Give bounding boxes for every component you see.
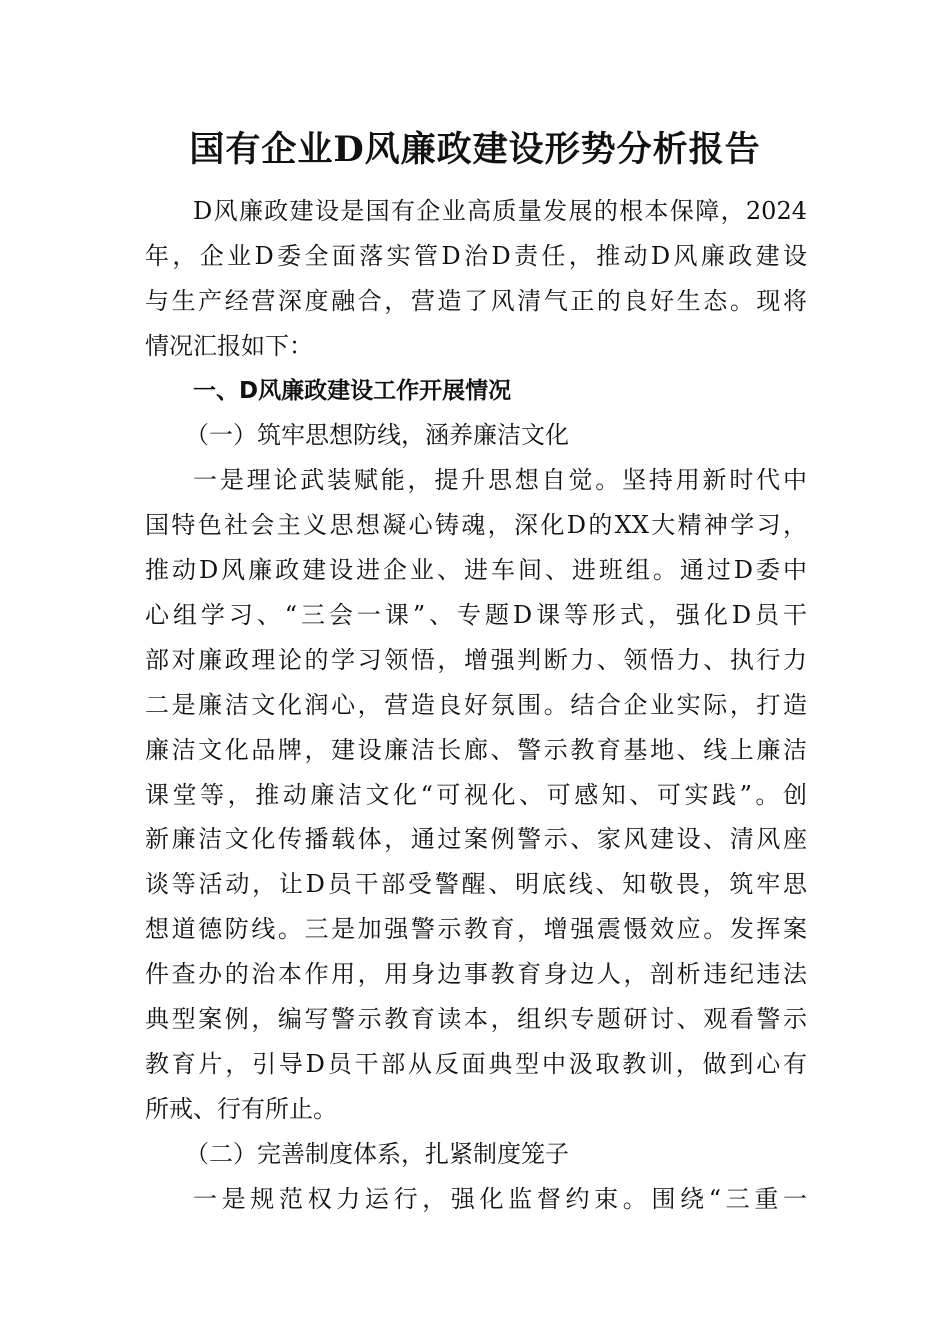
paragraph-line: 情况汇报如下： <box>145 331 313 360</box>
paragraph-line: 谈等活动，让D员干部受警醒、明底线、知敬畏，筑牢思 <box>145 870 807 899</box>
paragraph-line: D风廉政建设是国有企业高质量发展的根本保障，2024 <box>193 197 807 225</box>
paragraph-line: 二是廉洁文化润心，营造良好氛围。结合企业实际，打造 <box>145 690 807 719</box>
paragraph-line: 年，企业D委全面落实管D治D责任，推动D风廉政建设 <box>145 241 807 270</box>
paragraph-line: 一是理论武装赋能，提升思想自觉。坚持用新时代中 <box>193 466 807 495</box>
paragraph-line: 国特色社会主义思想凝心铸魂，深化D的XX大精神学习， <box>145 511 807 540</box>
paragraph-line: 新廉洁文化传播载体，通过案例警示、家风建设、清风座 <box>145 825 807 854</box>
paragraph-line: 推动D风廉政建设进企业、进车间、进班组。通过D委中 <box>145 556 807 585</box>
paragraph-line: 廉洁文化品牌，建设廉洁长廊、警示教育基地、线上廉洁 <box>145 735 807 764</box>
paragraph-line: 典型案例，编写警示教育读本，组织专题研讨、观看警示 <box>145 1005 807 1034</box>
paragraph-line: 部对廉政理论的学习领悟，增强判断力、领悟力、执行力 <box>145 645 807 674</box>
paragraph-line: 件查办的治本作用，用身边事教育身边人，剖析违纪违法 <box>145 960 807 989</box>
document-title: 国有企业D风廉政建设形势分析报告 <box>189 129 761 170</box>
paragraph-line: 所戒、行有所止。 <box>145 1094 337 1123</box>
document-body <box>145 189 807 1221</box>
paragraph-line: 课堂等，推动廉洁文化“可视化、可感知、可实践”。创 <box>145 780 807 809</box>
paragraph-line: 想道德防线。三是加强警示教育，增强震慑效应。发挥案 <box>145 915 807 944</box>
subsection-heading: （二）完善制度体系，扎紧制度笼子 <box>185 1139 569 1168</box>
paragraph-line: 教育片，引导D员干部从反面典型中汲取教训，做到心有 <box>145 1049 807 1078</box>
paragraph-line: 一是规范权力运行，强化监督约束。围绕“三重一 <box>193 1184 807 1213</box>
section-heading: 一、D风廉政建设工作开展情况 <box>193 377 512 404</box>
paragraph-line: 心组学习、“三会一课”、专题D课等形式，强化D员干 <box>145 601 807 630</box>
subsection-heading: （一）筑牢思想防线，涵养廉洁文化 <box>185 421 569 450</box>
paragraph-line: 与生产经营深度融合，营造了风清气正的良好生态。现将 <box>145 286 807 315</box>
